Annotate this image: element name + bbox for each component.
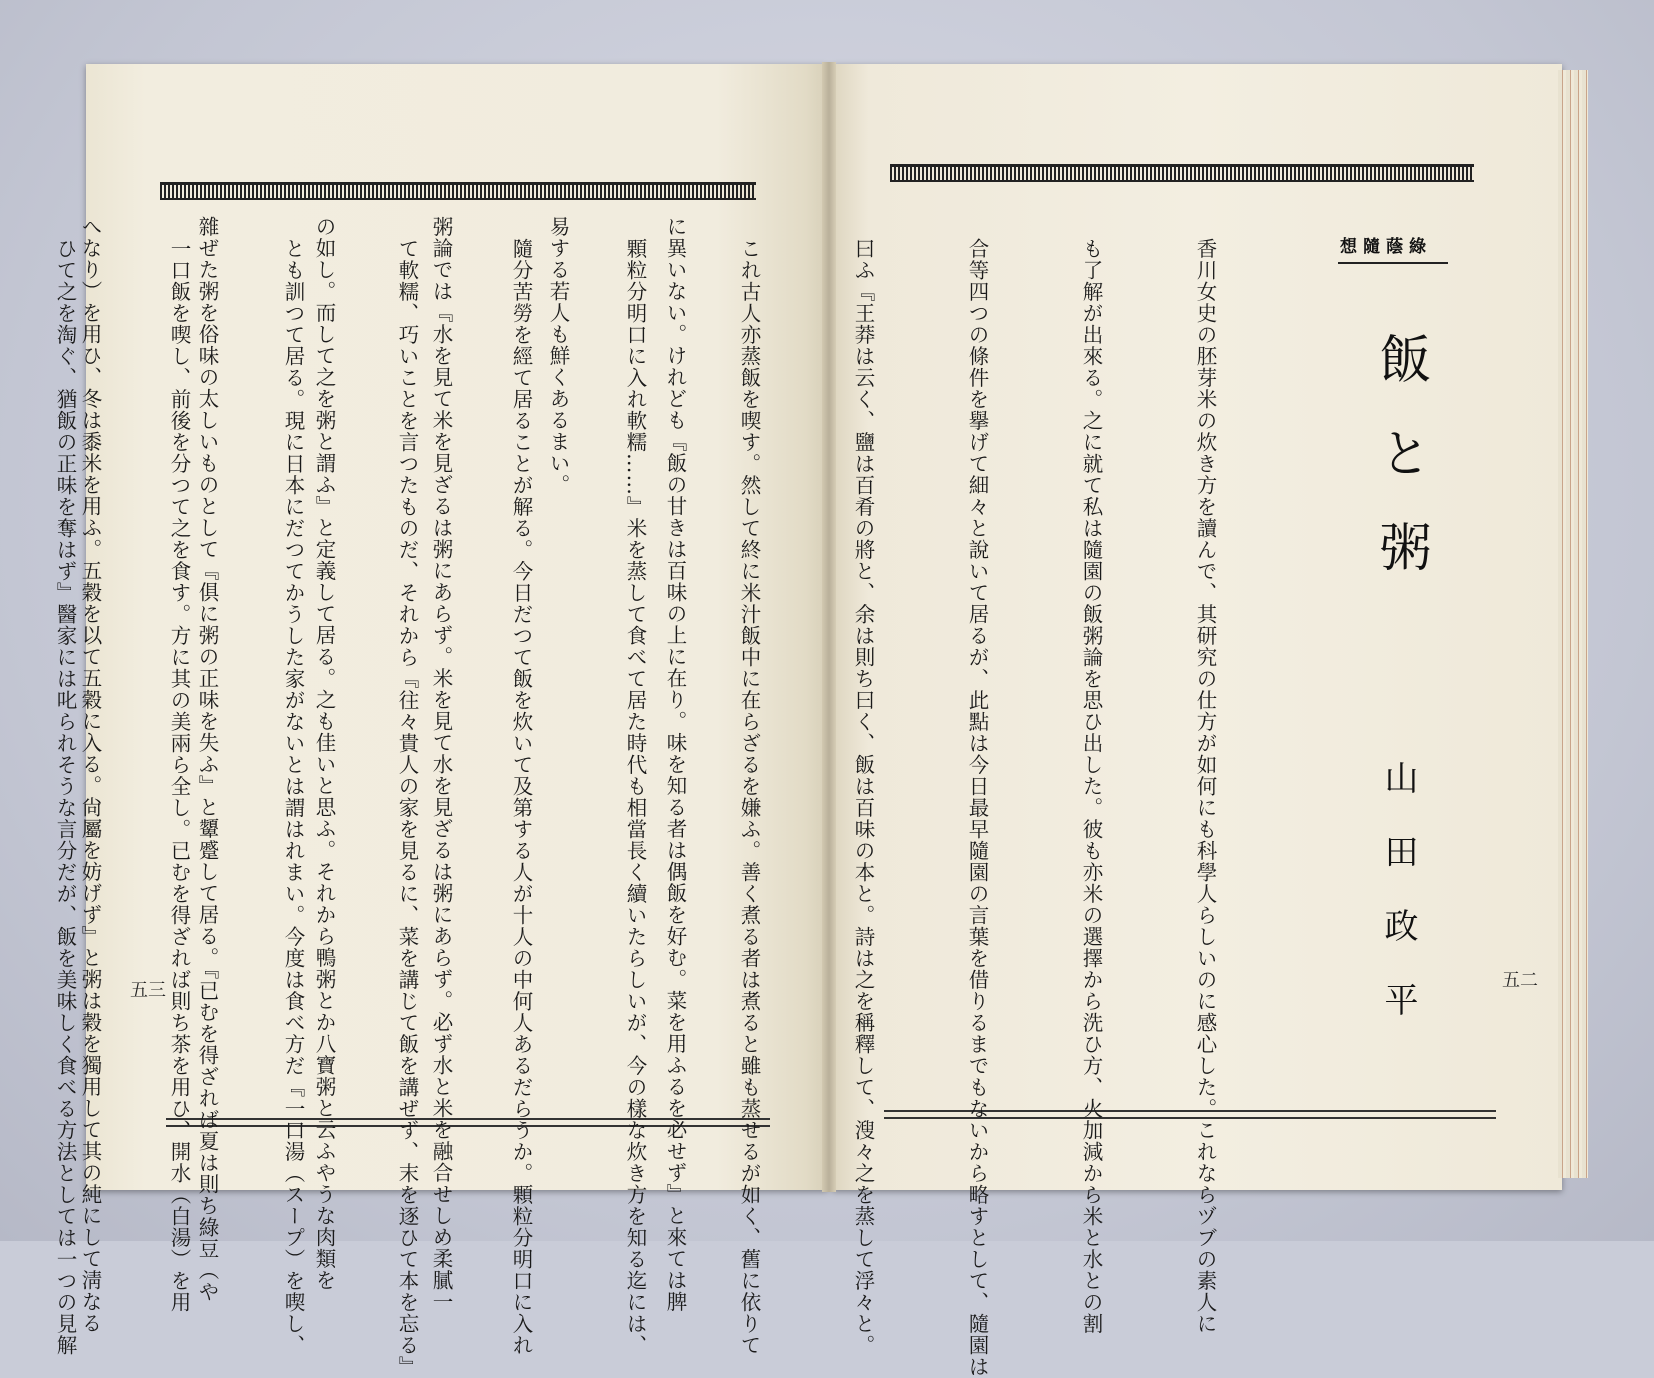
text-column: も了解が出來る。之に就て私は隨園の飯粥論を思ひ出した。彼も亦米の選擇から洗ひ方、火加減から米と水との割 xyxy=(1079,238,1103,1335)
series-label: 想隨蔭綠 xyxy=(1340,237,1432,257)
text-column: 易する若人も鮮くあるまい。 xyxy=(546,216,570,496)
left-top-rule xyxy=(160,182,756,200)
author-name: 山田政平 xyxy=(1378,760,1418,1056)
page-edges xyxy=(1558,70,1588,1178)
text-column: 雜ぜた粥を俗味の太しいものとして『俱に粥の正味を失ふ』と顰蹙して居る。『已むを得ざれば夏は則ち綠豆（や xyxy=(195,216,219,1303)
text-column: これ古人亦蒸飯を喫す。然して終に米汁飯中に在らざるを嫌ふ。善く煮る者は煮ると雖も蒸せるが如く、舊に依りて xyxy=(737,238,761,1356)
page-number-left: 五三 xyxy=(130,980,166,1001)
text-column: ひて之を淘ぐ、猶飯の正味を奪はず』醫家には叱られそうな言分だが、飯を美味しく食べる方法としては一つの見解 xyxy=(53,238,77,1356)
text-column: 香川女史の胚芽米の炊き方を讀んで、其研究の仕方が如何にも科學人らしいのに感心した。これならヅブの素人に xyxy=(1193,238,1217,1335)
text-column: 顆粒分明口に入れ軟糯……』米を蒸して食べて居た時代も相當長く續いたらしいが、今の樣な炊き方を知る迄には、 xyxy=(623,238,647,1356)
page-number-right: 五二 xyxy=(1502,970,1538,991)
series-underline xyxy=(1338,262,1448,264)
right-top-rule xyxy=(890,164,1474,182)
text-column: 粥論では『水を見て米を見ざるは粥にあらず。米を見て水を見ざるは粥にあらず。必ず水と米を融合せしめ柔膩一 xyxy=(429,216,453,1313)
text-column: 一口飯を喫し、前後を分つて之を食す。方に其の美兩ら全し。已むを得ざれば則ち茶を用ひ、開水（白湯）を用 xyxy=(167,238,191,1313)
text-column: に異いない。けれども『飯の甘きは百味の上に在り。味を知る者は偶飯を好む。菜を用ふるを必せず』と來ては脾 xyxy=(663,216,687,1313)
text-column: 合等四つの條件を擧げて細々と說いて居るが、此點は今日最早隨園の言葉を借りるまでもないから略すとして、隨園は xyxy=(965,238,989,1378)
text-column: て軟糯、巧いことを言つたものだ、それから『往々貴人の家を見るに、菜を講じて飯を講ぜず、末を逐ひて本を忘る』 xyxy=(395,238,419,1378)
text-column: 曰ふ『王莽は云く、鹽は百肴の將と、余は則ち曰く、飯は百味の本と。詩は之を稱釋して、溲々之を蒸して浮々と。 xyxy=(851,238,875,1356)
text-column: とも訓つて居る。現に日本にだつてかうした家がないとは謂はれまい。今度は食べ方だ『一口湯（スープ）を喫し、 xyxy=(281,238,305,1356)
text-column: 隨分苦勞を經て居ることが解る。今日だつて飯を炊いて及第する人が十人の中何人あるだらうか。顆粒分明口に入れ xyxy=(509,238,533,1356)
text-column: へなり）を用ひ、冬は黍米を用ふ。五穀を以て五穀に入る。尙屬を妨げず』と粥は穀を獨用して其の純にして淸なる xyxy=(78,216,102,1334)
article-title: 飯と粥 xyxy=(1370,332,1430,614)
text-column: の如し。而して之を粥と謂ふ』と定義して居る。之も佳いと思ふ。それから鴨粥とか八寶粥と云ふやうな肉類を xyxy=(312,216,336,1291)
